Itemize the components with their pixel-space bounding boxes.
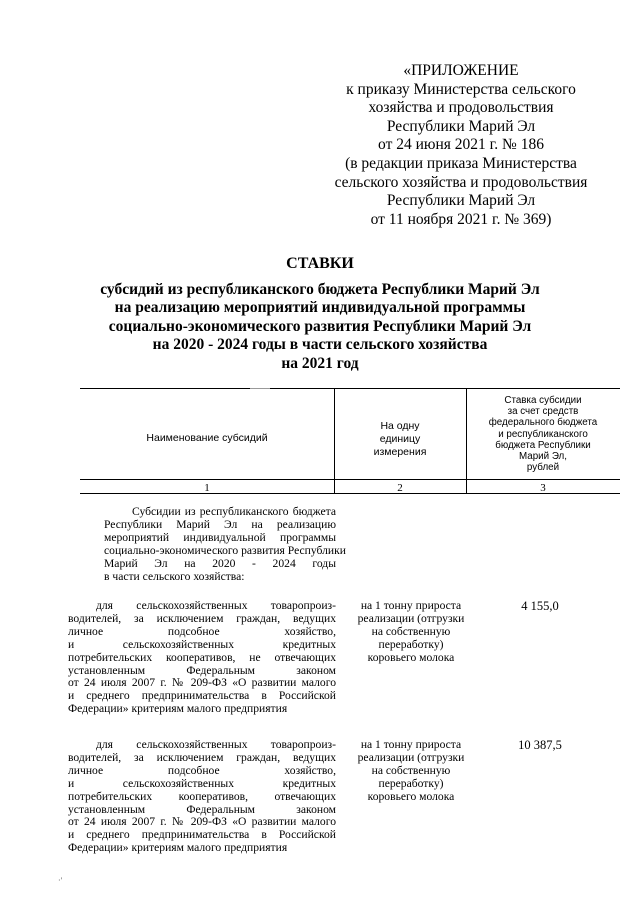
table-row-1-unit xyxy=(344,600,478,665)
appendix-line: от 24 июня 2021 г. № 186 xyxy=(378,136,544,154)
text-line: от 24 июля 2007 г. № 209-ФЗ «О развитии малого xyxy=(68,815,336,829)
text-line: водителей, за исключением граждан, ведущих xyxy=(68,611,336,625)
header-subsidy-name: Наименование субсидий xyxy=(146,432,268,444)
appendix-line: «ПРИЛОЖЕНИЕ xyxy=(403,62,519,79)
table-top-border xyxy=(80,388,620,389)
subtitle-line: на реализацию мероприятий индивидуальной программы xyxy=(114,299,526,317)
text-line: коровьего молока xyxy=(367,650,455,664)
text-line: Субсидии из республиканского бюджета xyxy=(132,505,336,518)
header-rate-line: Ставка субсидии xyxy=(504,395,582,406)
document-subtitle xyxy=(0,281,640,373)
text-line: переработку) xyxy=(378,776,444,790)
subtitle-line: на 2021 год xyxy=(281,354,359,372)
text-line: Федерации» критериям малого предприятия xyxy=(68,841,288,855)
text-line: на 1 тонну прироста xyxy=(360,599,462,612)
header-rate-line: Марий Эл, xyxy=(519,451,567,463)
table-row-1-rate: 4 155,0 xyxy=(521,599,559,613)
header-rate-line: рублей xyxy=(526,462,560,474)
table-row-1-name xyxy=(68,600,336,716)
text-line: коровьего молока xyxy=(367,789,455,803)
appendix-line: Республики Марий Эл xyxy=(386,117,536,135)
appendix-line: сельского хозяйства и продовольствия xyxy=(334,173,588,191)
text-line: на собственную xyxy=(371,763,451,777)
appendix-line: (в редакции приказа Министерства xyxy=(345,154,577,172)
text-line: социально-экономического развития Республики xyxy=(104,543,346,557)
text-line: установленным Федеральным законом xyxy=(68,663,336,677)
table-row-2-rate: 10 387,5 xyxy=(518,738,562,752)
appendix-header xyxy=(330,62,592,229)
text-line: Марий Эл на 2020 - 2024 годы xyxy=(104,556,336,570)
header-unit-line: единицу xyxy=(379,433,421,445)
header-rate-line: бюджета Республики xyxy=(495,439,591,451)
text-line: для сельскохозяйственных товаропроиз- xyxy=(96,738,336,751)
column-number: 3 xyxy=(540,482,546,494)
header-unit-line: измерения xyxy=(373,446,427,458)
header-unit xyxy=(334,420,466,459)
text-line: Республики Марий Эл на реализацию xyxy=(104,517,336,531)
text-line: и среднего предпринимательства в Российской xyxy=(68,689,336,703)
text-line: потребительских кооперативов, отвечающих xyxy=(68,789,336,803)
subtitle-line: субсидий из республиканского бюджета Республики Марий Эл xyxy=(100,281,540,298)
appendix-line: к приказу Министерства сельского xyxy=(346,80,576,98)
appendix-line: от 11 ноября 2021 г. № 369) xyxy=(370,210,552,228)
text-line: потребительских кооперативов, не отвечающих xyxy=(68,650,336,664)
text-line: на собственную xyxy=(371,624,451,638)
text-line: реализации (отгрузки xyxy=(357,750,465,764)
text-line: и сельскохозяйственных кредитных xyxy=(68,776,336,790)
text-line: реализации (отгрузки xyxy=(357,611,465,625)
text-line: переработку) xyxy=(378,637,444,651)
text-line: водителей, за исключением граждан, ведущих xyxy=(68,750,336,764)
document-title: СТАВКИ xyxy=(286,255,354,272)
text-line: личное подсобное хозяйство, xyxy=(68,624,336,638)
text-line: личное подсобное хозяйство, xyxy=(68,763,336,777)
column-number: 1 xyxy=(204,482,210,494)
intro-paragraph xyxy=(104,505,346,583)
appendix-line: Республики Марий Эл xyxy=(386,192,536,210)
header-rate-line: за счет средств xyxy=(507,406,579,418)
table-row-2-unit xyxy=(344,739,478,804)
header-unit-line: На одну xyxy=(380,420,420,432)
column-number: 2 xyxy=(397,482,403,494)
text-line: в части сельского хозяйства: xyxy=(104,569,245,583)
appendix-line: хозяйства и продовольствия xyxy=(368,99,554,117)
header-rate xyxy=(466,395,620,473)
text-line: и сельскохозяйственных кредитных xyxy=(68,637,336,651)
text-line: на 1 тонну прироста xyxy=(360,738,462,751)
text-line: Федерации» критериям малого предприятия xyxy=(68,702,288,716)
subtitle-line: социально-экономического развития Республики Марий Эл xyxy=(108,317,532,335)
text-line: мероприятий индивидуальной программы xyxy=(104,530,336,544)
scan-mark-icon: ·′ xyxy=(58,876,63,885)
text-line: установленным Федеральным законом xyxy=(68,802,336,816)
header-rate-line: и республиканского xyxy=(498,428,588,440)
text-line: от 24 июля 2007 г. № 209-ФЗ «О развитии малого xyxy=(68,676,336,690)
subtitle-line: на 2020 - 2024 годы в части сельского хозяйства xyxy=(152,336,488,354)
text-line: для сельскохозяйственных товаропроиз- xyxy=(96,599,336,612)
table-row-2-name xyxy=(68,739,336,855)
table-header-border xyxy=(80,479,620,480)
header-rate-line: федерального бюджета xyxy=(488,417,598,429)
text-line: и среднего предпринимательства в Российской xyxy=(68,828,336,842)
